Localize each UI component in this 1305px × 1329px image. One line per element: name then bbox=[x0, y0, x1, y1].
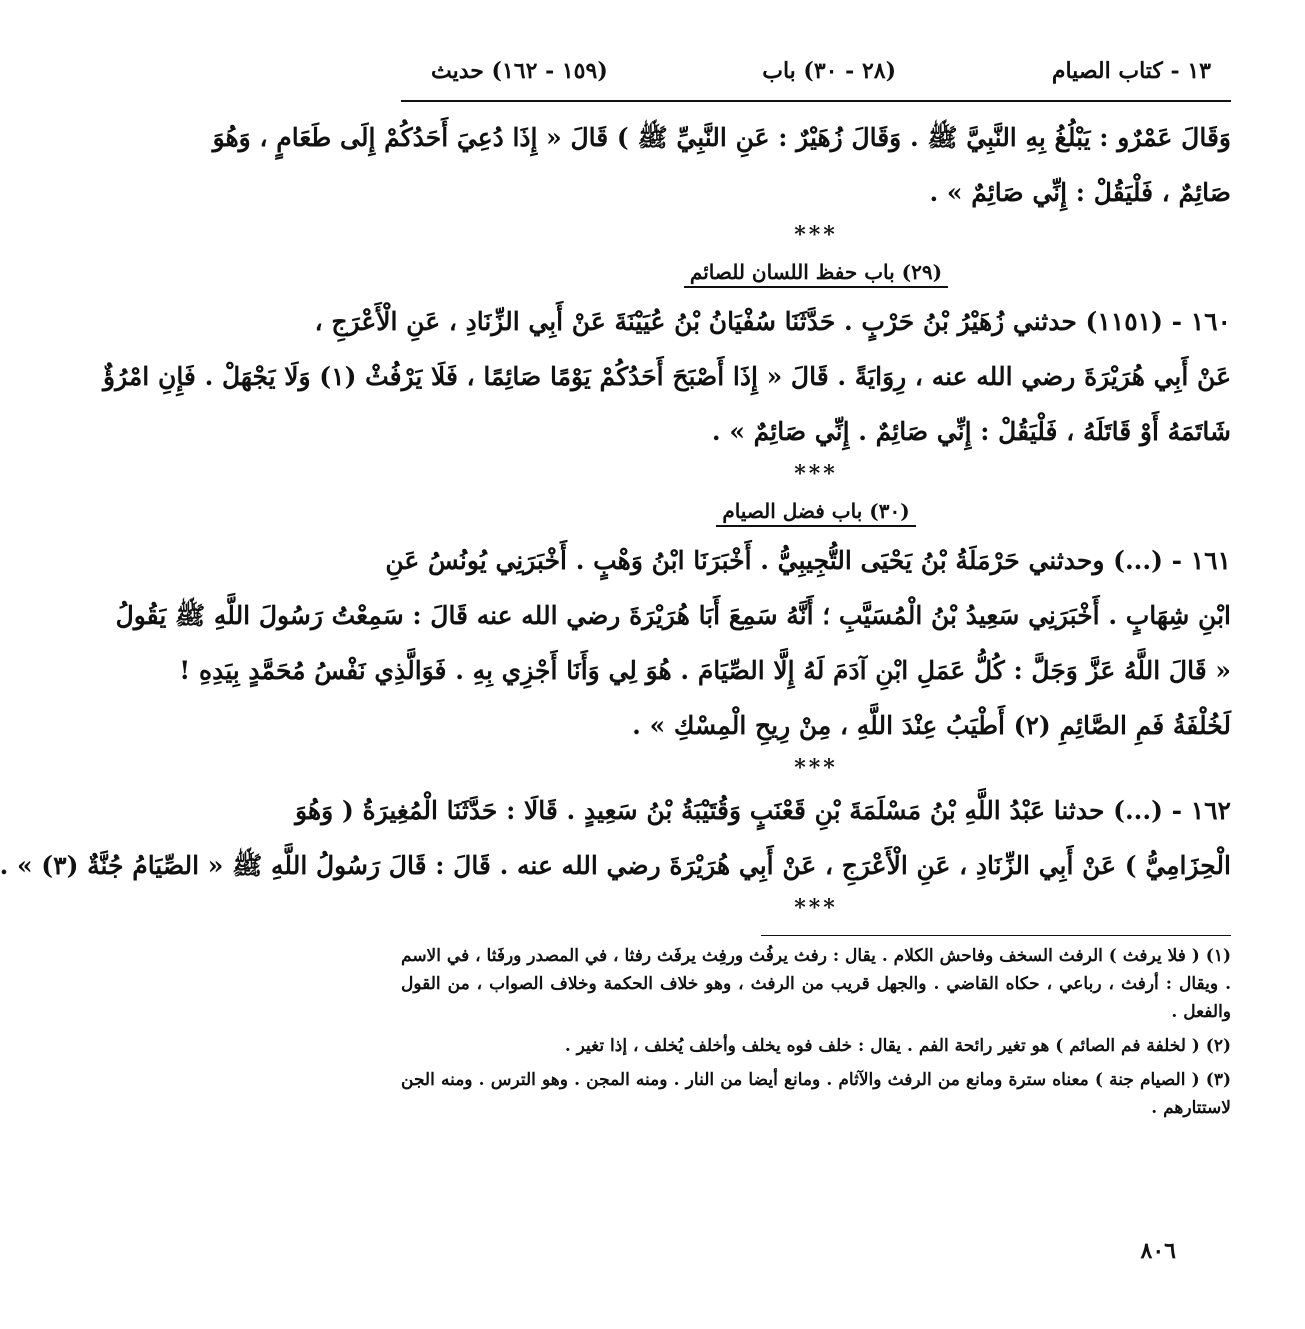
footnotes bbox=[401, 942, 1231, 1122]
chapter-29-title: (٢٩) باب حفظ اللسان للصائم bbox=[684, 260, 948, 288]
text-line: ابْنِ شِهَابٍ . أَخْبَرَنِي سَعِيدُ بْنُ الْمُسَيَّبِ ؛ أَنَّهُ سَمِعَ أَبَا هُرَيْرَةَ رضي الله عنه قَالَ : سَمِعْتُ رَسُولَ اللَّهِ ﷺ يَقُولُ bbox=[115, 601, 1231, 630]
hadith-162 bbox=[0, 783, 1231, 893]
text-line: لَخُلْفَةُ فَمِ الصَّائِمِ (٢) أَطْيَبُ عِنْدَ اللَّهِ ، مِنْ رِيحِ الْمِسْكِ » . bbox=[632, 711, 1231, 740]
intro-paragraph bbox=[212, 110, 1231, 220]
text-line: ١٦٢ - (...) حدثنا عَبْدُ اللَّهِ بْنُ مَسْلَمَةَ بْنِ قَعْنَبٍ وَقُتَيْبَةُ بْنُ سَعِيدٍ . قَالَا : حَدَّثَنَا الْمُغِيرَةُ ( وَهُوَ bbox=[295, 796, 1231, 825]
footnote-2: (٢) ( لخلفة فم الصائم ) هو تغير رائحة الفم . يقال : خلف فوه يخلف وأخلف يُخلف ، إذا تغير . bbox=[564, 1036, 1231, 1056]
header-bab-range: (٢٨ - ٣٠) باب bbox=[762, 58, 896, 84]
header-divider bbox=[401, 100, 1231, 102]
chapter-title bbox=[401, 489, 1231, 533]
book-page bbox=[0, 40, 1231, 1290]
hadith-161 bbox=[115, 533, 1231, 753]
text-line: الْحِزَامِيُّ ) عَنْ أَبِي الزِّنَادِ ، عَنِ الْأَعْرَجِ ، عَنْ أَبِي هُرَيْرَةَ رضي الله عنه . قَالَ : قَالَ رَسُولُ اللَّهِ ﷺ « الصِّيَامُ جُنَّةٌ (٣) » . bbox=[0, 851, 1231, 880]
footnote-1: (١) ( فلا يرفث ) الرفث السخف وفاحش الكلام . يقال : رفث يرفُث ورفِث يرفَث رفثا ، في المصدر ورفَثا ، في الاسم . ويقال : أرفث ، رباعي ، حكاه القاضي . والجهل قريب من الرفث ، وهو خلاف الحكمة وخلاف الصواب ، من القول والفعل . bbox=[401, 946, 1231, 1022]
text-line: عَنْ أَبِي هُرَيْرَةَ رضي الله عنه ، رِوَايَةً . قَالَ « إِذَا أَصْبَحَ أَحَدُكُمْ يَوْمًا صَائِمًا ، فَلَا يَرْفُثْ (١) وَلَا يَجْهَلْ . فَإِنِ امْرُؤٌ bbox=[103, 362, 1231, 391]
page-number: ٨٠٦ bbox=[1140, 1238, 1176, 1264]
footnote-3: (٣) ( الصيام جنة ) معناه سترة ومانع من الرفث والآثام . ومانع أيضا من النار . ومنه المجن . وهو الترس . ومنه الجن لاستتارهم . bbox=[401, 1070, 1231, 1118]
chapter-30-title: (٣٠) باب فضل الصيام bbox=[716, 499, 915, 527]
chapter-title bbox=[401, 250, 1231, 294]
text-line: صَائِمٌ ، فَلْيَقُلْ : إِنِّي صَائِمٌ » . bbox=[929, 178, 1231, 207]
text-line: ١٦٠ - (١١٥١) حدثني زُهَيْرُ بْنُ حَرْبٍ . حَدَّثَنَا سُفْيَانُ بْنُ عُيَيْنَةَ عَنْ أَبِي الزِّنَادِ ، عَنِ الْأَعْرَجِ ، bbox=[314, 307, 1231, 336]
header-chapter: ١٣ - كتاب الصيام bbox=[1051, 58, 1211, 84]
section-separator: *** bbox=[794, 755, 838, 781]
header-hadith-range: (١٥٩ - ١٦٢) حديث bbox=[431, 58, 608, 84]
text-line: وَقَالَ عَمْرٌو : يَبْلُغُ بِهِ النَّبِيَّ ﷺ . وَقَالَ زُهَيْرٌ : عَنِ النَّبِيِّ ﷺ ) قَالَ « إِذَا دُعِيَ أَحَدُكُمْ إِلَى طَعَامٍ ، وَهُوَ bbox=[212, 123, 1231, 152]
text-line: شَاتَمَهُ أَوْ قَاتَلَهُ ، فَلْيَقُلْ : إِنِّي صَائِمٌ . إِنِّي صَائِمٌ » . bbox=[711, 417, 1231, 446]
section-separator: *** bbox=[794, 222, 838, 248]
section-separator: *** bbox=[794, 895, 838, 921]
text-line: ١٦١ - (...) وحدثني حَرْمَلَةُ بْنُ يَحْيَى التُّجِيبِيُّ . أَخْبَرَنَا ابْنُ وَهْبٍ . أَخْبَرَنِي يُونُسُ عَنِ bbox=[385, 546, 1231, 575]
footnote-divider bbox=[761, 935, 1231, 936]
section-separator: *** bbox=[794, 461, 838, 487]
hadith-160 bbox=[103, 294, 1231, 459]
page-body bbox=[0, 110, 1231, 1128]
text-line: « قَالَ اللَّهُ عَزَّ وَجَلَّ : كُلُّ عَمَلِ ابْنِ آدَمَ لَهُ إِلَّا الصِّيَامَ . هُوَ لِي وَأَنَا أَجْزِي بِهِ . فَوَالَّذِي نَفْسُ مُحَمَّدٍ بِيَدِهِ ! bbox=[179, 656, 1231, 685]
running-header bbox=[401, 58, 1231, 98]
